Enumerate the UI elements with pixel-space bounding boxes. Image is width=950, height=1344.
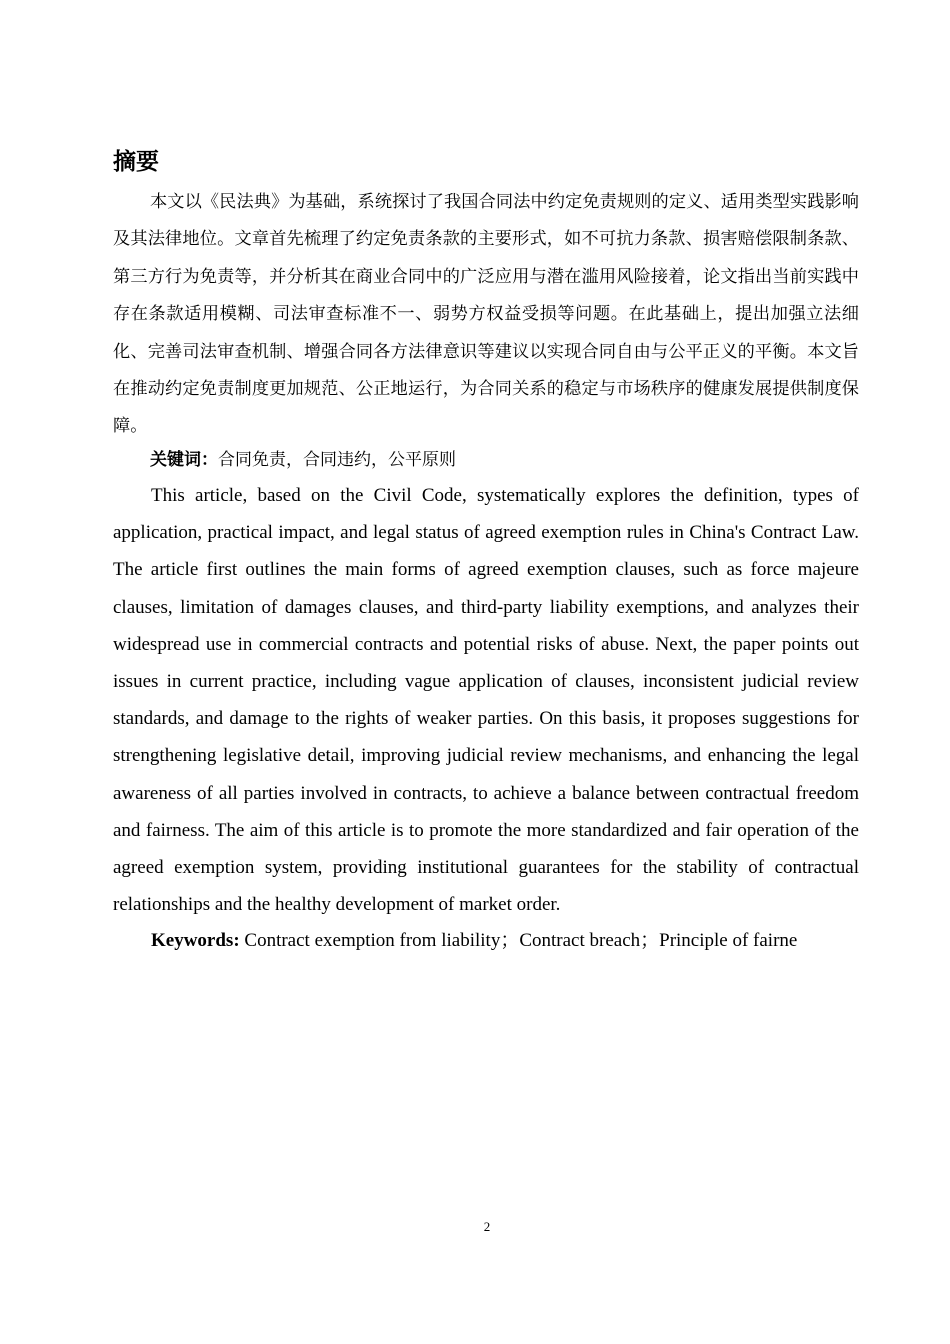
keywords-english	[113, 922, 859, 959]
keywords-english-label: Keywords:	[151, 930, 240, 951]
abstract-title: 摘要	[113, 149, 159, 175]
keywords-english-text: Contract exemption from liability；Contract breach；Principle of fairne	[239, 930, 798, 951]
keywords-chinese-label: 关键词：	[150, 450, 218, 470]
page-number: 2	[483, 1219, 491, 1234]
keywords-chinese	[113, 443, 859, 477]
abstract-english-body: This article, based on the Civil Code, systematically explores the definition, types of application, practical impact, and legal status of agreed exemption rules in China's Contract Law. The article first outlines the main forms of agreed exemption clauses, such as force majeure clauses, limitation of damages clauses, and third-party liability exemptions, and analyzes their widespread use in commercial contracts and potential risks of abuse. Next, the paper points out issues in current practice, including vague application of clauses, inconsistent judicial review standards, and damage to the rights of weaker parties. On this basis, it proposes suggestions for strengthening legislative detail, improving judicial review mechanisms, and enhancing the legal awareness of all parties involved in contracts, to achieve a balance between contractual freedom and fairness. The aim of this article is to promote the more standardized and fair operation of the agreed exemption system, providing institutional guarantees for the stability of contractual relationships and the healthy development of market order.	[113, 485, 859, 916]
abstract-chinese-body: 本文以《民法典》为基础，系统探讨了我国合同法中约定免责规则的定义、适用类型实践影响及其法律地位。文章首先梳理了约定免责条款的主要形式，如不可抗力条款、损害赔偿限制条款、第三方行为免责等，并分析其在商业合同中的广泛应用与潜在滥用风险接着，论文指出当前实践中存在条款适用模糊、司法审查标准不一、弱势方权益受损等问题。在此基础上，提出加强立法细化、完善司法审查机制、增强合同各方法律意识等建议以实现合同自由与公平正义的平衡。本文旨在推动约定免责制度更加规范、公正地运行，为合同关系的稳定与市场秩序的健康发展提供制度保障。	[113, 192, 859, 437]
keywords-chinese-text: 合同免责，合同违约，公平原则	[218, 450, 456, 470]
